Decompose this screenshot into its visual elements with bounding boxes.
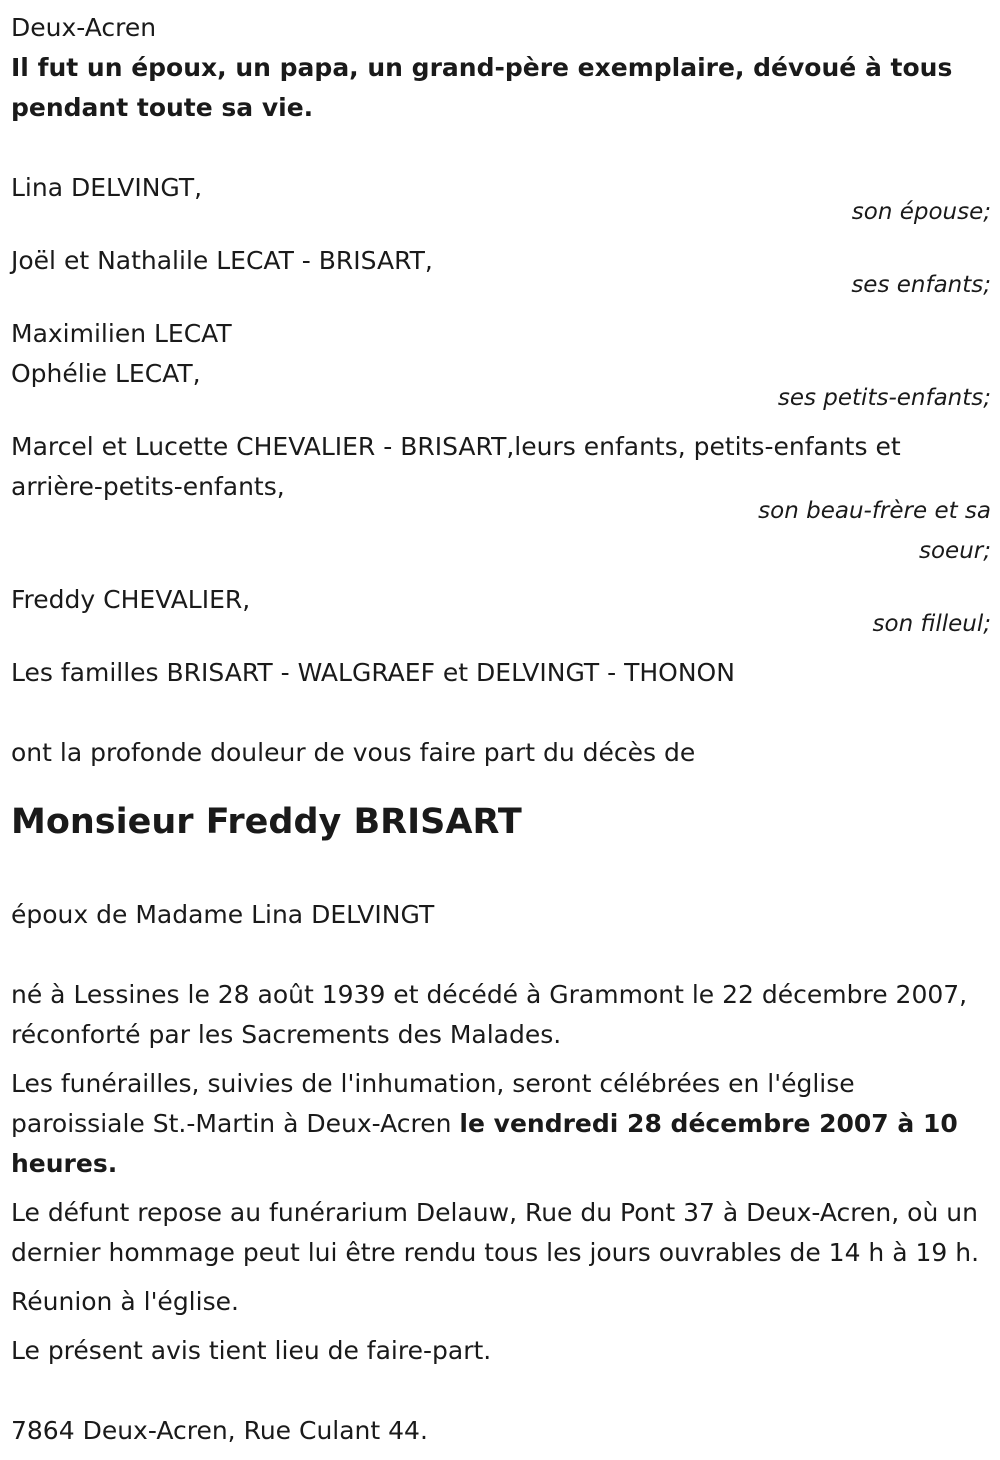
notice-text: Le présent avis tient lieu de faire-part. [11,1336,492,1365]
family-member-in-laws: Marcel et Lucette CHEVALIER - BRISART,leurs enfants, petits-enfants et arrière-petits-enfants, [11,432,901,501]
visitation-text: Le défunt repose au funérarium Delauw, Rue du Pont 37 à Deux-Acren, où un dernier hommage peut lui être rendu tous les jours ouvrables de 14 h à 19 h. [11,1198,980,1267]
address-text: 7864 Deux-Acren, Rue Culant 44. [11,1416,428,1445]
role-grandchildren: ses petits-enfants; [777,385,991,411]
role-children: ses enfants; [851,272,991,298]
birth-death-text: né à Lessines le 28 août 1939 et décédé à Grammont le 22 décembre 2007, réconforté par les Sacrements des Malades. [11,980,968,1049]
deceased-name: Monsieur Freddy BRISART [11,802,522,842]
announcement-text: ont la profonde douleur de vous faire part du décès de [11,738,696,767]
spouse-line: époux de Madame Lina DELVINGT [11,900,435,929]
funeral-text [11,1064,986,1184]
location-header: Deux-Acren [11,13,157,42]
obituary-page [11,8,991,1451]
family-member-godson: Freddy CHEVALIER, [11,585,251,614]
meeting-text: Réunion à l'église. [11,1287,239,1316]
family-member-spouse: Lina DELVINGT, [11,173,203,202]
funeral-info: Les funérailles, suivies de l'inhumation, seront célébrées en l'église paroissiale St.-Martin à Deux-Acren [11,1069,855,1138]
role-spouse: son épouse; [851,199,991,225]
family-member-grandchild-1: Maximilien LECAT [11,319,232,348]
family-member-grandchild-2: Ophélie LECAT, [11,359,201,388]
family-other-families: Les familles BRISART - WALGRAEF et DELVINGT - THONON [11,658,735,687]
funeral-date: le vendredi 28 décembre 2007 à 10 heures. [11,1109,958,1178]
family-member-children: Joël et Nathalile LECAT - BRISART, [11,246,433,275]
role-godson: son filleul; [872,611,991,637]
role-in-laws: son beau-frère et sa soeur; [758,498,991,564]
tribute-text: Il fut un époux, un papa, un grand-père exemplaire, dévoué à tous pendant toute sa vie. [11,53,953,122]
